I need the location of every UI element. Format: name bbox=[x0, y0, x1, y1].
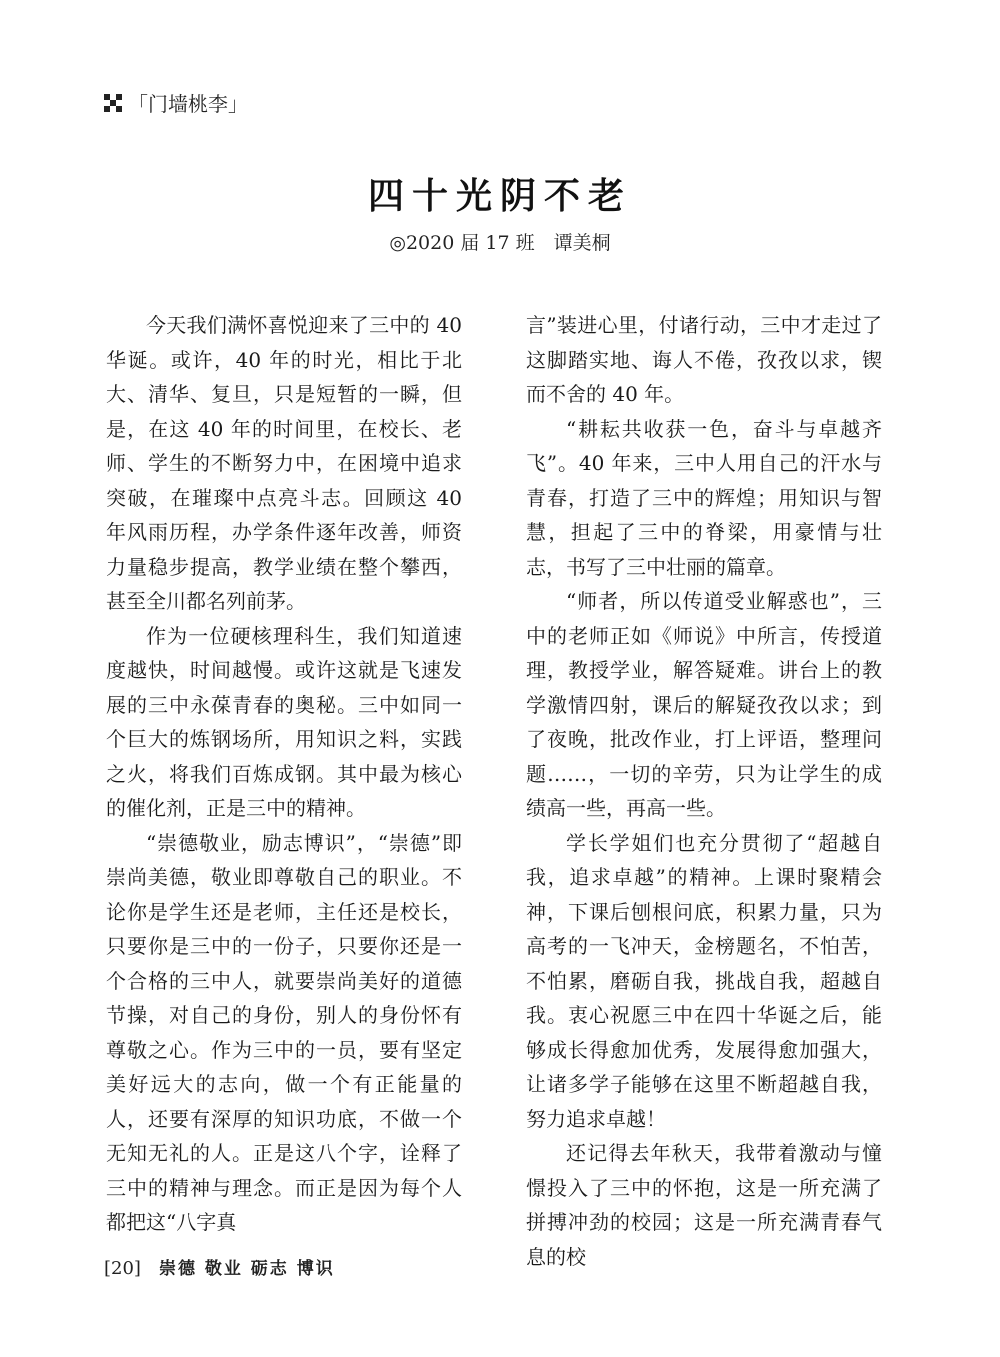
paragraph-continuation: 言”装进心里，付诸行动，三中才走过了这脚踏实地、诲人不倦，孜孜以求，锲而不舍的 40 年。 bbox=[526, 313, 882, 406]
paragraph: 学长学姐们也充分贯彻了“超越自我，追求卓越”的精神。上课时聚精会神，下课后刨根问底，积累力量，只为高考的一飞冲天，金榜题名，不怕苦，不怕累，磨砺自我，挑战自我，超越自我。衷心祝愿三中在四十华诞之后，能够成长得愈加优秀，发展得愈加强大，让诸多学子能够在这里不断超越自我，努力追求卓越！ bbox=[526, 830, 882, 1131]
author-byline: ◎2020 届 17 班 谭美桐 bbox=[389, 232, 611, 254]
section-tag-label: 「门墙桃李」 bbox=[128, 92, 248, 116]
page-number: [20] bbox=[104, 1258, 141, 1279]
paragraph: 作为一位硬核理科生，我们知道速度越快，时间越慢。或许这就是飞速发展的三中永葆青春的奥秘。三中如同一个巨大的炼钢场所，用知识之料，实践之火，将我们百炼成钢。其中最为核心的催化剂，正是三中的精神。 bbox=[106, 623, 462, 820]
section-tag bbox=[104, 88, 248, 117]
left-column bbox=[106, 308, 462, 1240]
page-footer bbox=[104, 1254, 335, 1279]
school-motto: 崇德 敬业 砺志 博识 bbox=[158, 1259, 335, 1279]
paragraph: “崇德敬业，励志博识”，“崇德”即崇尚美德，敬业即尊敬自己的职业。不论你是学生还是老师，主任还是校长，只要你是三中的一份子，只要你还是一个合格的三中人，就要崇尚美好的道德节操，对自己的身份，别人的身份怀有尊敬之心。作为三中的一员，要有坚定美好远大的志向，做一个有正能量的人，还要有深厚的知识功底，不做一个无知无礼的人。正是这八个字，诠释了三中的精神与理念。而正是因为每个人都把这“八字真 bbox=[106, 830, 462, 1234]
paragraph: 还记得去年秋天，我带着激动与憧憬投入了三中的怀抱，这是一所充满了拼搏冲劲的校园；这是一所充满青春气息的校 bbox=[526, 1141, 882, 1269]
paragraph: “师者，所以传道受业解惑也”，三中的老师正如《师说》中所言，传授道理，教授学业，解答疑难。讲台上的教学激情四射，课后的解疑孜孜以求；到了夜晚，批改作业，打上评语，整理问题……，一切的辛劳，只为让学生的成绩高一些，再高一些。 bbox=[526, 589, 882, 820]
article-title: 四十光阴不老 bbox=[367, 175, 632, 217]
checker-ornament-icon bbox=[104, 94, 122, 112]
right-column bbox=[526, 308, 882, 1274]
paragraph: “耕耘共收获一色，奋斗与卓越齐飞”。40 年来，三中人用自己的汗水与青春，打造了三中的辉煌；用知识与智慧，担起了三中的脊梁，用豪情与壮志，书写了三中壮丽的篇章。 bbox=[526, 416, 882, 579]
paragraph: 今天我们满怀喜悦迎来了三中的 40 华诞。或许，40 年的时光，相比于北大、清华、复旦，只是短暂的一瞬，但是，在这 40 年的时间里，在校长、老师、学生的不断努力中，在困境中追求突破，在璀璨中点亮斗志。回顾这 40 年风雨历程，办学条件逐年改善，师资力量稳步提高，教学业绩在整个攀西，甚至全川都名列前茅。 bbox=[106, 313, 462, 613]
